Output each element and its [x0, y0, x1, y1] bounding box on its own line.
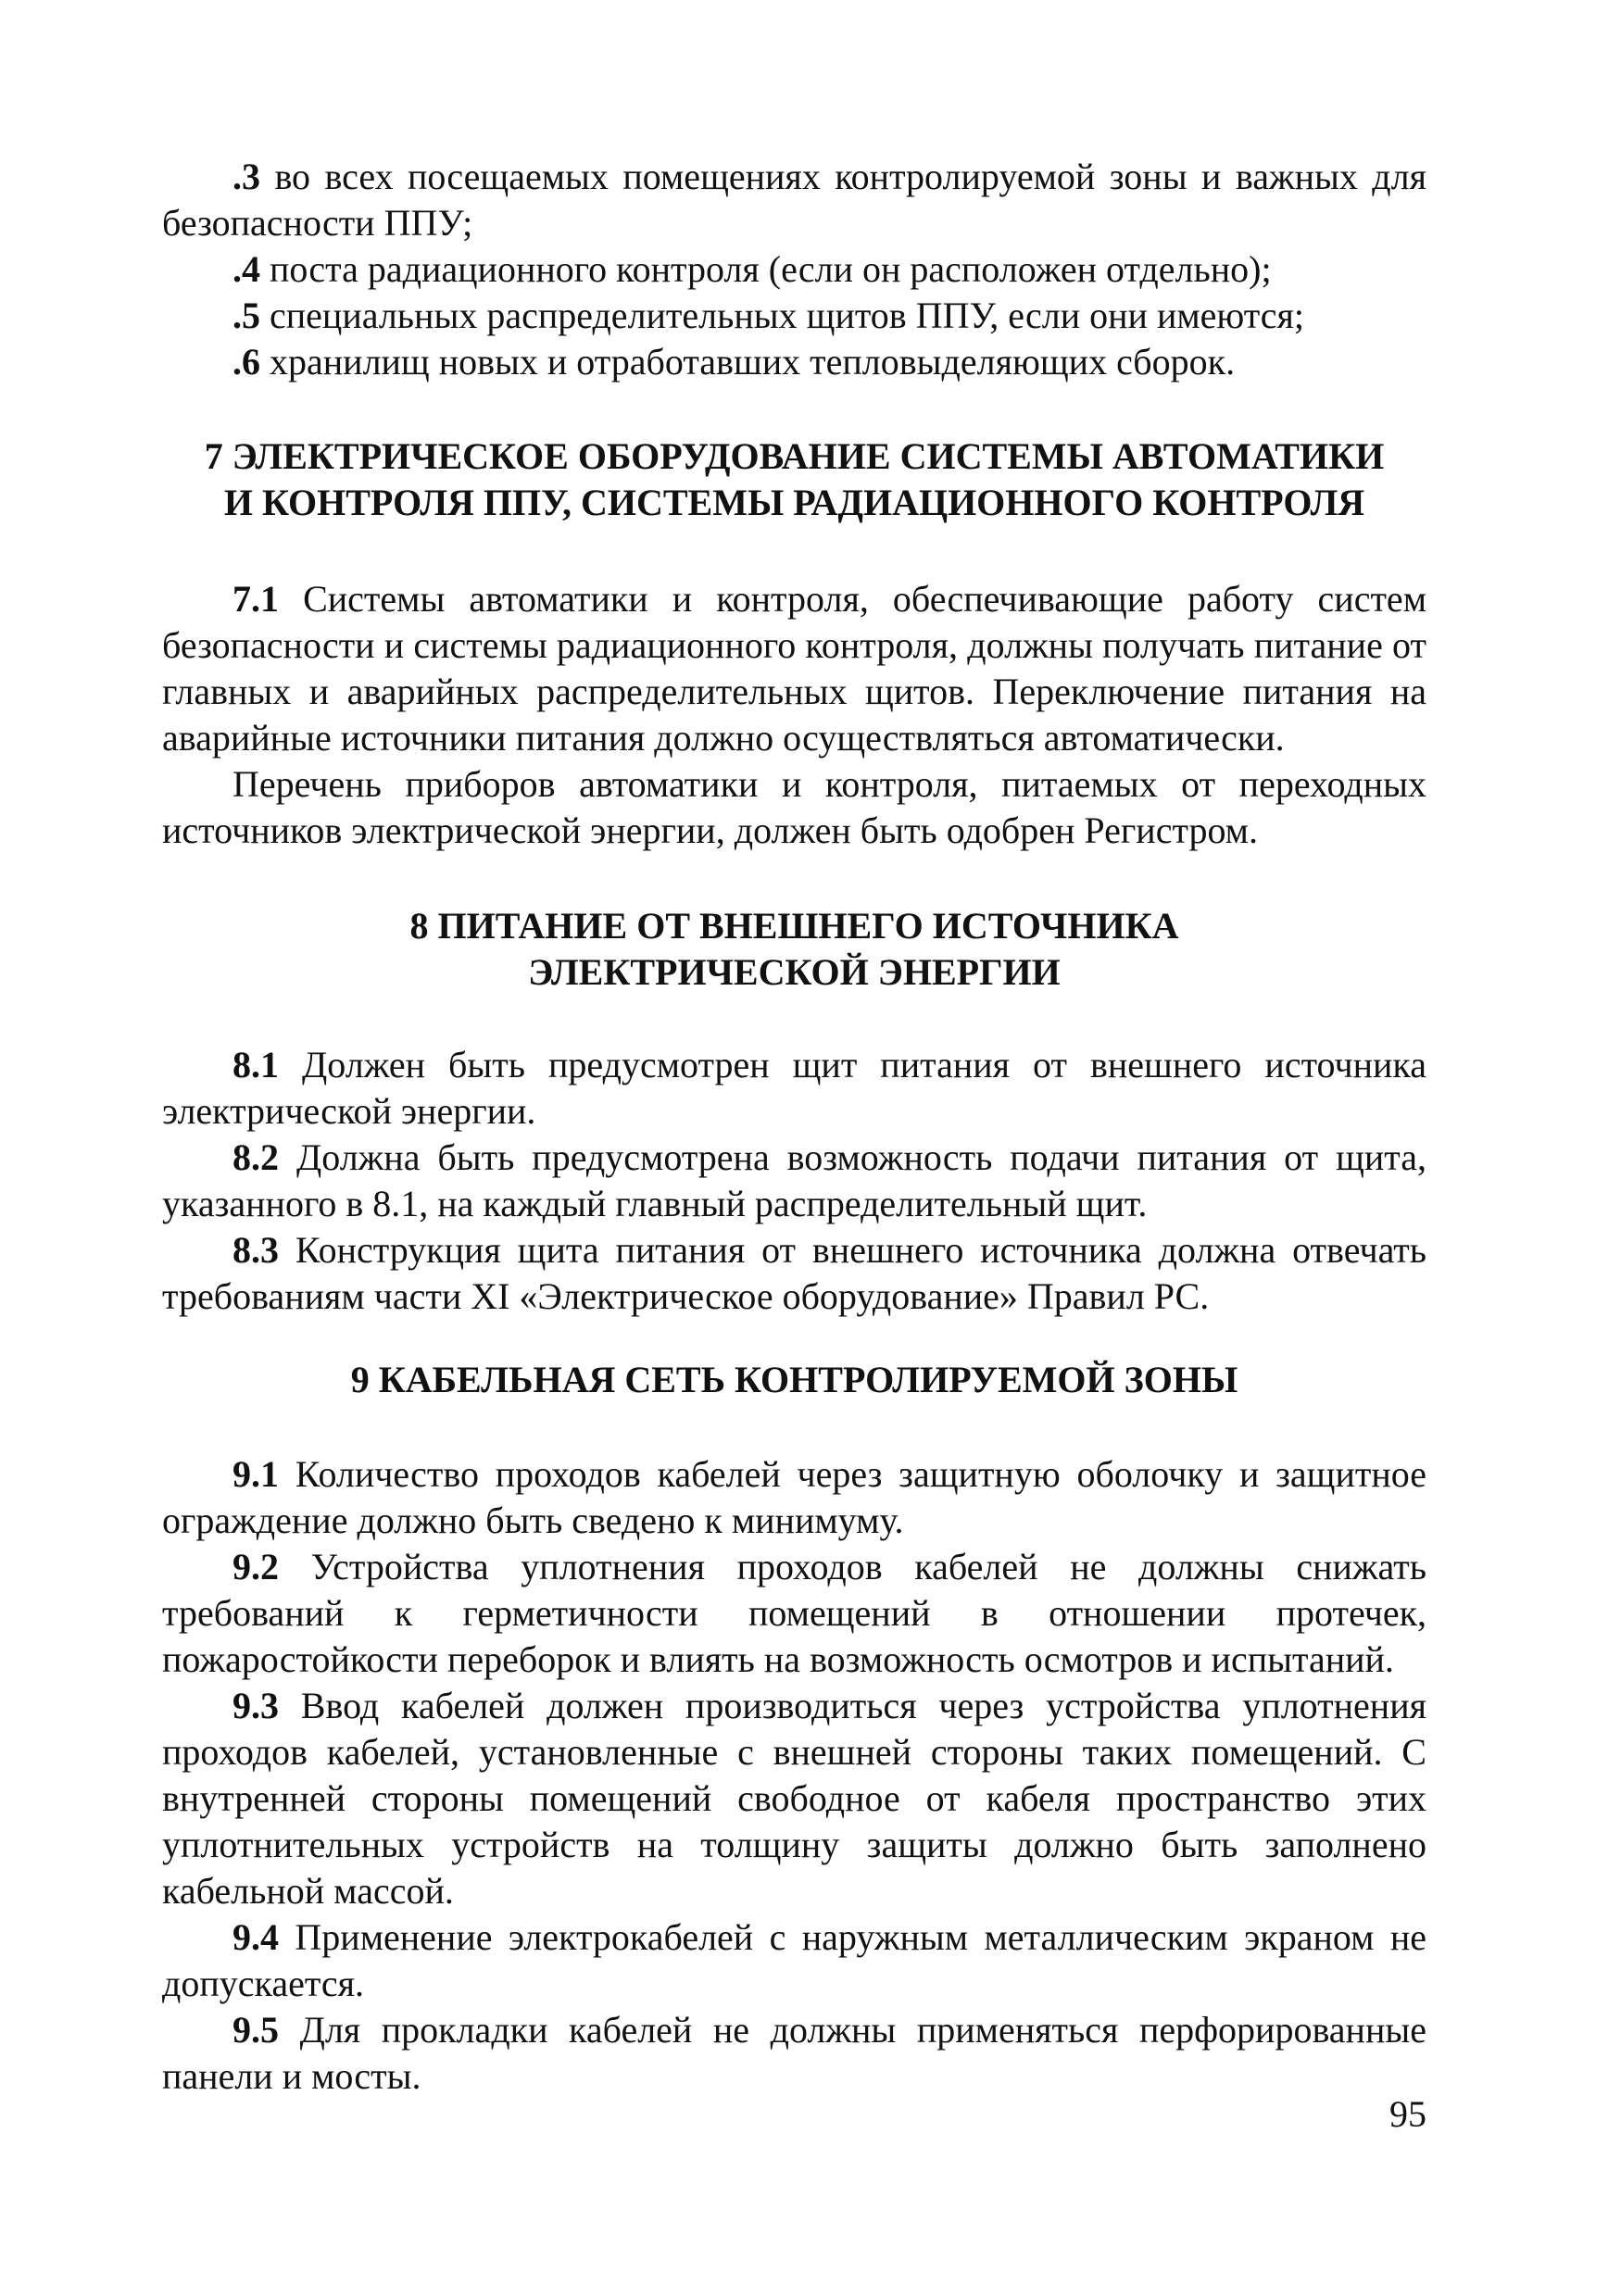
- clause-text: Для прокладки кабелей не должны применяться перфорированные панели и мосты.: [162, 2009, 1427, 2097]
- clause-number: 8.2: [232, 1136, 279, 1178]
- paragraph: [162, 576, 1426, 761]
- paragraph: [162, 1135, 1426, 1227]
- item-text: во всех посещаемых помещениях контролируемой зоны и важных для безопасности ППУ;: [162, 156, 1427, 244]
- clause-text: Применение электрокабелей с наружным металлическим экраном не допускается.: [162, 1916, 1426, 2004]
- section-9-body: [162, 1451, 1426, 2100]
- clause-text: Конструкция щита питания от внешнего источника должна отвечать требованиям части XI «Электрическое оборудование» Правил РС.: [162, 1229, 1427, 1317]
- item-number: .4: [232, 248, 260, 290]
- clause-text: Должен быть предусмотрен щит питания от внешнего источника электрической энергии.: [162, 1044, 1427, 1132]
- clause-text: Должна быть предусмотрена возможность подачи питания от щита, указанного в 8.1, на каждый главный распределительный щит.: [162, 1136, 1427, 1224]
- section-9-title: 9 КАБЕЛЬНАЯ СЕТЬ КОНТРОЛИРУЕМОЙ ЗОНЫ: [350, 1359, 1238, 1400]
- list-item: [162, 339, 1426, 385]
- section-7-title-line1: 7 ЭЛЕКТРИЧЕСКОЕ ОБОРУДОВАНИЕ СИСТЕМЫ АВТОМАТИКИ: [204, 435, 1385, 477]
- clause-text: Перечень приборов автоматики и контроля, питаемых от переходных источников электрической энергии, должен быть одобрен Регистром.: [162, 763, 1426, 851]
- clause-number: 8.3: [232, 1229, 279, 1271]
- paragraph: [162, 1914, 1426, 2007]
- paragraph: [162, 1683, 1426, 1914]
- clause-number: 9.1: [232, 1453, 279, 1495]
- clause-number: 9.3: [232, 1685, 279, 1726]
- section-8-title-line1: 8 ПИТАНИЕ ОТ ВНЕШНЕГО ИСТОЧНИКА: [409, 905, 1179, 947]
- page-number: 95: [1389, 2093, 1426, 2135]
- item-number: .5: [232, 295, 260, 336]
- item-number: .6: [232, 341, 260, 383]
- section-7-title: [162, 433, 1426, 526]
- list-item: [162, 154, 1426, 246]
- clause-text: Устройства уплотнения проходов кабелей не должны снижать требований к герметичности помещений в отношении протечек, пожаростойкости переборок и влиять на возможность осмотров и испытаний.: [162, 1546, 1426, 1680]
- item-text: хранилищ новых и отработавших тепловыделяющих сборок.: [270, 341, 1236, 383]
- clause-number: 7.1: [232, 578, 279, 620]
- section-8-body: [162, 1042, 1426, 1320]
- clause-number: 9.2: [232, 1546, 279, 1587]
- item-number: .3: [232, 156, 260, 197]
- list-item: [162, 246, 1426, 293]
- clause-number: 8.1: [232, 1044, 279, 1085]
- section-7-heading-block: [162, 433, 1426, 526]
- section-8-heading-block: [162, 903, 1426, 996]
- clause-number: 9.4: [232, 1916, 279, 1958]
- section-7-body: [162, 576, 1426, 854]
- clause-text: Количество проходов кабелей через защитную оболочку и защитное ограждение должно быть сведено к минимуму.: [162, 1453, 1427, 1541]
- list-item: [162, 293, 1426, 339]
- section-8-title-line2: ЭЛЕКТРИЧЕСКОЙ ЭНЕРГИИ: [528, 951, 1061, 993]
- section-8-title: [162, 903, 1426, 996]
- paragraph: [162, 1042, 1426, 1135]
- paragraph: [162, 761, 1426, 854]
- section-9-heading-block: [162, 1357, 1426, 1403]
- paragraph: [162, 2007, 1426, 2100]
- clause-text: Ввод кабелей должен производиться через устройства уплотнения проходов кабелей, установленные с внешней стороны таких помещений. С внутренней стороны помещений свободное от кабеля пространство этих уплотнительных устройств на толщину защиты должно быть заполнено кабельной массой.: [162, 1685, 1427, 1912]
- paragraph: [162, 1451, 1426, 1544]
- clause-number: 9.5: [232, 2009, 279, 2051]
- section-7-title-line2: И КОНТРОЛЯ ППУ, СИСТЕМЫ РАДИАЦИОННОГО КОНТРОЛЯ: [223, 482, 1365, 523]
- paragraph: [162, 1227, 1426, 1320]
- paragraph: [162, 1544, 1426, 1683]
- clause-text: Системы автоматики и контроля, обеспечивающие работу систем безопасности и системы радиационного контроля, должны получать питание от главных и аварийных распределительных щитов. Переключение питания на аварийные источники питания должно осуществляться автоматически.: [162, 578, 1426, 759]
- intro-list: [162, 154, 1426, 385]
- item-text: специальных распределительных щитов ППУ, если они имеются;: [270, 295, 1305, 336]
- item-text: поста радиационного контроля (если он расположен отдельно);: [270, 248, 1272, 290]
